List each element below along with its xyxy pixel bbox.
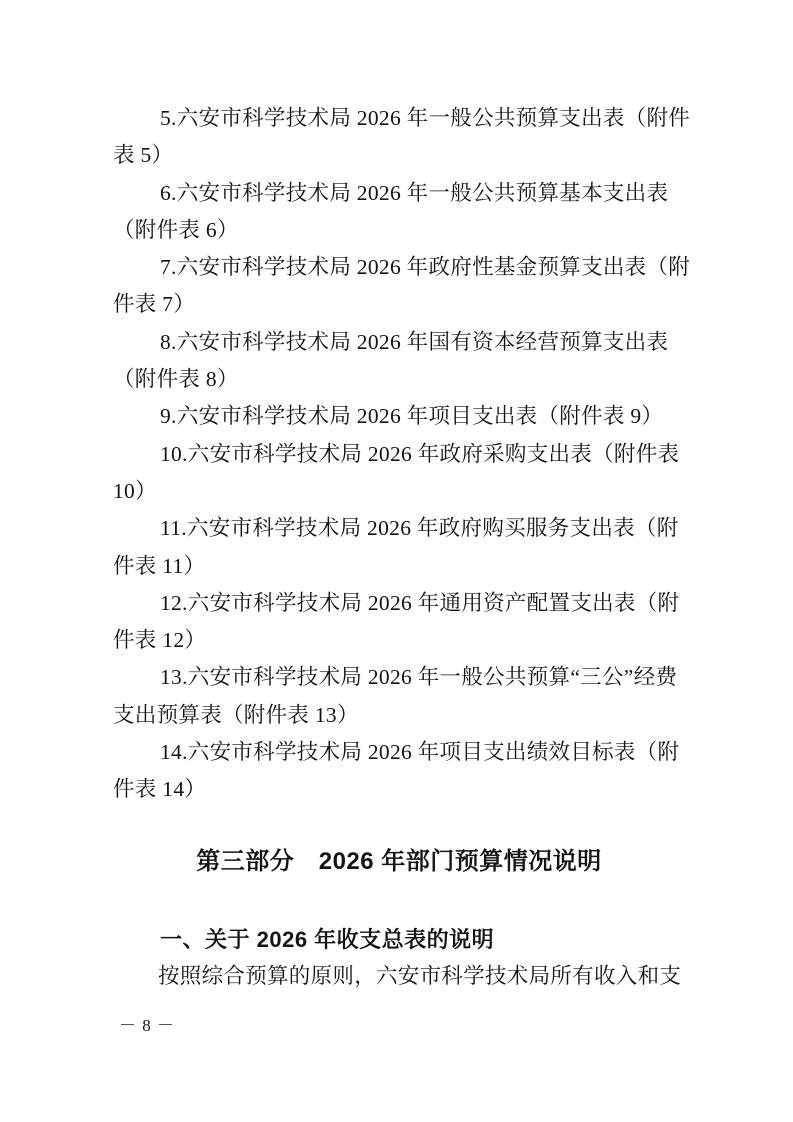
attachment-line: （附件表 8） [113,367,239,392]
attachment-line: 10.六安市科学技术局 2026 年政府采购支出表（附件表 [160,441,680,466]
attachment-line: 件表 14） [113,777,207,802]
attachment-list [113,100,691,809]
attachment-line: 件表 12） [113,628,207,653]
section-sub-heading: 一、关于 2026 年收支总表的说明 [160,927,495,952]
attachment-line: 7.六安市科学技术局 2026 年政府性基金预算支出表（附 [160,255,691,280]
attachment-line: 支出预算表（附件表 13） [113,702,359,727]
attachment-line: 12.六安市科学技术局 2026 年通用资产配置支出表（附 [160,590,680,615]
body-paragraph: 按照综合预算的原则，六安市科学技术局所有收入和支 [158,964,682,988]
part-heading: 第三部分 2026 年部门预算情况说明 [196,848,602,875]
attachment-line: 11.六安市科学技术局 2026 年政府购买服务支出表（附 [160,516,679,541]
page-number: － 8 － [119,1016,175,1035]
attachment-line: 件表 7） [113,292,196,317]
attachment-line: 件表 11） [113,553,206,578]
attachment-line: 6.六安市科学技术局 2026 年一般公共预算基本支出表 [160,180,669,205]
attachment-line: 10） [113,478,157,503]
attachment-line: （附件表 6） [113,217,239,242]
attachment-line: 5.六安市科学技术局 2026 年一般公共预算支出表（附件 [160,106,691,130]
attachment-line: 14.六安市科学技术局 2026 年项目支出绩效目标表（附 [160,740,680,765]
attachment-line: 表 5） [113,143,174,168]
attachment-line: 13.六安市科学技术局 2026 年一般公共预算“三公”经费 [160,665,678,690]
attachment-line: 9.六安市科学技术局 2026 年项目支出表（附件表 9） [160,404,664,429]
attachment-line: 8.六安市科学技术局 2026 年国有资本经营预算支出表 [160,329,669,354]
